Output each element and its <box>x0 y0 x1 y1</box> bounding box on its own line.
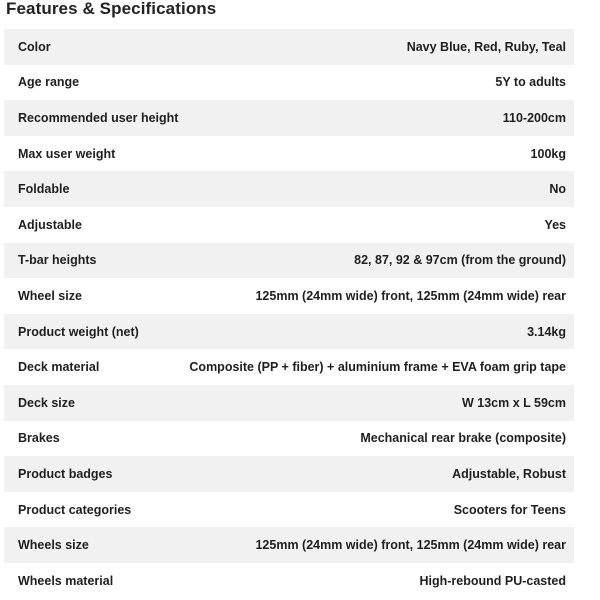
spec-value: 82, 87, 92 & 97cm (from the ground) <box>354 253 566 268</box>
spec-value: Navy Blue, Red, Ruby, Teal <box>406 39 566 54</box>
spec-label: Product badges <box>18 466 113 481</box>
spec-row-product-weight-net <box>4 314 574 350</box>
spec-value: High-rebound PU-casted <box>419 573 566 588</box>
spec-label: Recommended user height <box>18 110 179 125</box>
spec-value: 110-200cm <box>502 110 566 125</box>
spec-label: Color <box>18 39 51 54</box>
spec-label: Deck material <box>18 360 100 375</box>
spec-value: Composite (PP + fiber) + aluminium frame + EVA foam grip tape <box>189 360 566 375</box>
spec-value: 125mm (24mm wide) front, 125mm (24mm wide) rear <box>255 538 566 553</box>
spec-value: Yes <box>544 217 566 232</box>
spec-value: Adjustable, Robust <box>452 466 566 481</box>
spec-label: Product weight (net) <box>18 324 139 339</box>
spec-row-product-categories <box>4 492 574 528</box>
spec-label: Wheel size <box>18 288 82 303</box>
spec-row-wheels-material <box>4 563 574 599</box>
spec-row-recommended-user-height <box>4 100 574 136</box>
spec-label: Foldable <box>18 182 70 197</box>
spec-label: Age range <box>18 75 80 90</box>
spec-label: Wheels material <box>18 573 114 588</box>
spec-label: T-bar heights <box>18 253 97 268</box>
spec-value: Scooters for Teens <box>453 502 566 517</box>
spec-row-product-badges <box>4 456 574 492</box>
spec-value: Mechanical rear brake (composite) <box>360 431 566 446</box>
spec-row-wheel-size <box>4 278 574 314</box>
spec-row-color <box>4 29 574 65</box>
spec-label: Deck size <box>18 395 75 410</box>
spec-value: No <box>549 182 566 197</box>
spec-row-foldable <box>4 171 574 207</box>
spec-row-brakes <box>4 421 574 457</box>
specifications-table <box>4 29 574 599</box>
spec-label: Max user weight <box>18 146 116 161</box>
spec-label: Adjustable <box>18 217 82 232</box>
spec-row-t-bar-heights <box>4 243 574 279</box>
spec-label: Brakes <box>18 431 60 446</box>
page-title: Features & Specifications <box>6 0 217 18</box>
spec-value: W 13cm x L 59cm <box>462 395 566 410</box>
spec-row-max-user-weight <box>4 136 574 172</box>
spec-label: Product categories <box>18 502 132 517</box>
spec-row-adjustable <box>4 207 574 243</box>
spec-value: 3.14kg <box>527 324 566 339</box>
spec-value: 5Y to adults <box>495 75 566 90</box>
spec-label: Wheels size <box>18 538 89 553</box>
spec-value: 100kg <box>530 146 566 161</box>
spec-row-deck-material <box>4 349 574 385</box>
spec-row-deck-size <box>4 385 574 421</box>
spec-row-age-range <box>4 65 574 101</box>
spec-row-wheels-size <box>4 527 574 563</box>
spec-value: 125mm (24mm wide) front, 125mm (24mm wide) rear <box>255 288 566 303</box>
